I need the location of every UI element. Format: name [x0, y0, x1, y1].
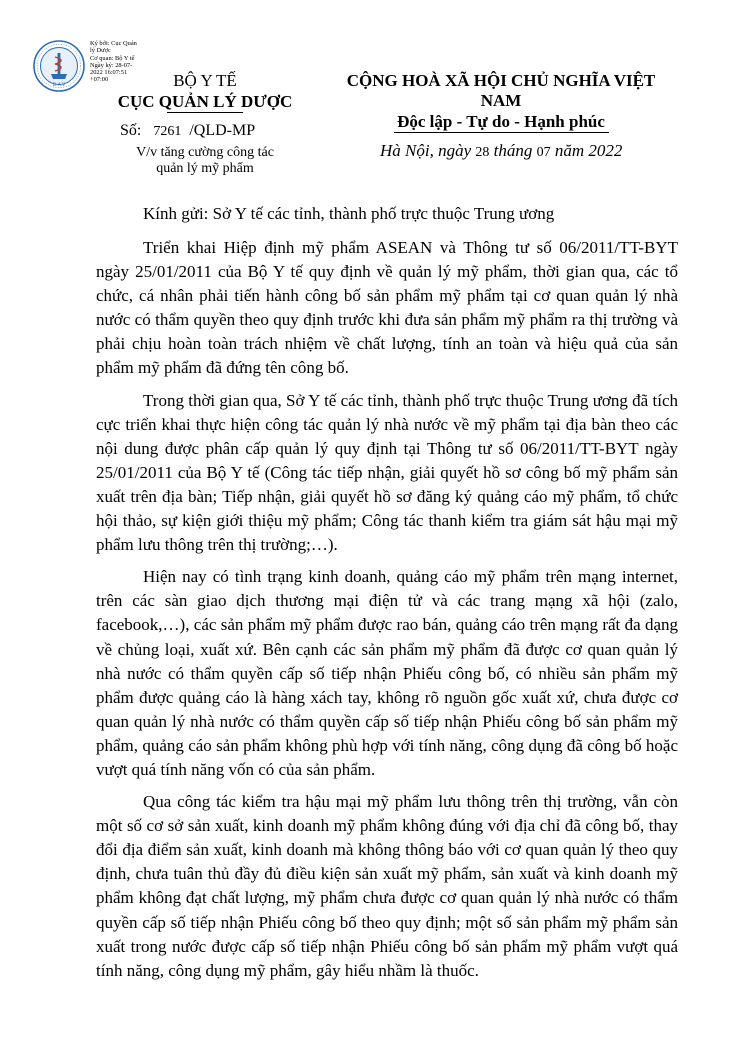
- day-label: ngày: [438, 141, 472, 160]
- issuing-agency: [96, 71, 314, 113]
- signature-line: lý Dược: [90, 47, 111, 55]
- number-value: 7261: [153, 124, 182, 139]
- document-subject: [96, 145, 314, 177]
- body-paragraph: Qua công tác kiểm tra hậu mại mỹ phẩm lưu thông trên thị trường, vẫn còn một số cơ sở sản xuất, kinh doanh mỹ phẩm không đúng với địa chỉ đã công bố, thay đổi địa điểm sản xuất, kinh doanh mà không thông báo với cơ quan quản lý theo quy định, chưa tuân thủ đầy đủ điều kiện sản xuất mỹ phẩm, sản xuất và kinh doanh mỹ phẩm không đạt chất lượng, mỹ phẩm chưa được cơ quan quản lý nhà nước có thẩm quyền cấp số tiếp nhận Phiếu công bố theo quy định; một số sản phẩm mỹ phẩm sản xuất trong nước được cấp số tiếp nhận Phiếu công bố sản phẩm mỹ phẩm vượt quá tính năng, công dụng mỹ phẩm, gây hiểu nhầm là thuốc.: [96, 792, 678, 980]
- department-name: CỤC QUẢN LÝ DƯỢC: [117, 92, 293, 111]
- signature-line: 2022 16:07:51: [90, 69, 128, 77]
- letter-body: [96, 236, 678, 991]
- body-paragraph: Trong thời gian qua, Sở Y tế các tỉnh, thành phố trực thuộc Trung ương đã tích cực triển khai thực hiện công tác quản lý nhà nước về mỹ phẩm tại địa bàn theo các nội dung được phân cấp quản lý quy định tại Thông tư số 06/2011/TT-BYT ngày 25/01/2011 của Bộ Y tế (Công tác tiếp nhận, giải quyết hồ sơ công bố mỹ phẩm sản xuất trên địa bàn; Tiếp nhận, giải quyết hồ sơ đăng ký quảng cáo mỹ phẩm, tổ chức hội thảo, sự kiện giới thiệu mỹ phẩm; Công tác thanh kiểm tra giám sát hậu mại mỹ phẩm lưu thông trên thị trường;…).: [96, 390, 678, 555]
- recipient: Kính gửi: Sở Y tế các tỉnh, thành phố trực thuộc Trung ương: [143, 204, 555, 223]
- nation-motto: Độc lập - Tự do - Hạnh phúc: [397, 112, 605, 131]
- month-value: 07: [536, 145, 551, 160]
- number-suffix: /QLD-MP: [189, 122, 256, 139]
- year-label: năm 2022: [554, 141, 623, 160]
- place: Hà Nội,: [380, 141, 434, 160]
- ministry-name: BỘ Y TẾ: [173, 71, 237, 90]
- day-value: 28: [475, 145, 490, 160]
- body-paragraph: Hiện nay có tình trạng kinh doanh, quảng cáo mỹ phẩm trên mạng internet, trên các sàn giao dịch thương mại điện tử và các trang mạng xã hội (zalo, facebook,…), các sản phẩm mỹ phẩm được rao bán, quảng cáo trên mạng rất đa dạng về chủng loại, xuất xứ. Bên cạnh các sản phẩm mỹ phẩm đã được cơ quan quản lý nhà nước có thẩm quyền cấp số tiếp nhận Phiếu công bố, có nhiều sản phẩm mỹ phẩm được quảng cáo là hàng xách tay, không rõ nguồn gốc xuất xứ, chưa được cơ quan quản lý nhà nước có thẩm quyền cấp số tiếp nhận Phiếu công bố sản phẩm mỹ phẩm, quảng cáo sản phẩm không phù hợp với tính năng, công dụng đã công bố hoặc vượt quá tính năng vốn có của sản phẩm.: [96, 567, 678, 779]
- agency-logo: [33, 40, 85, 92]
- document-number: [120, 121, 255, 142]
- place-date: [380, 140, 622, 164]
- svg-text:D.A.V: D.A.V: [52, 83, 66, 88]
- nation-name: CỘNG HOÀ XÃ HỘI CHỦ NGHĨA VIỆT NAM: [346, 71, 656, 110]
- signature-line: Cơ quan: Bộ Y tế: [90, 54, 135, 62]
- agency-underline: [167, 112, 243, 113]
- national-heading: [326, 71, 676, 133]
- subject-line: quản lý mỹ phẩm: [156, 161, 254, 176]
- signature-line: Ngày ký: 28-07-: [90, 61, 133, 69]
- month-label: tháng: [493, 141, 533, 160]
- signature-line: +07:00: [90, 76, 109, 84]
- number-label: Số:: [120, 122, 142, 139]
- body-paragraph: Triển khai Hiệp định mỹ phẩm ASEAN và Thông tư số 06/2011/TT-BYT ngày 25/01/2011 của Bộ Y tế quy định về quản lý mỹ phẩm, thời gian qua, các tổ chức, cá nhân phải tiến hành công bố sản phẩm mỹ phẩm tại cơ quan quản lý nhà nước có thẩm quyền theo quy định trước khi đưa sản phẩm mỹ phẩm ra thị trường và phải chịu hoàn toàn trách nhiệm về chất lượng, tính an toàn và hiệu quả của sản phẩm mỹ phẩm đã đứng tên công bố.: [96, 238, 678, 378]
- motto-underline: [394, 132, 609, 133]
- subject-line: V/v tăng cường công tác: [136, 145, 274, 160]
- signature-line: Ký bởi: Cục Quản: [90, 40, 137, 47]
